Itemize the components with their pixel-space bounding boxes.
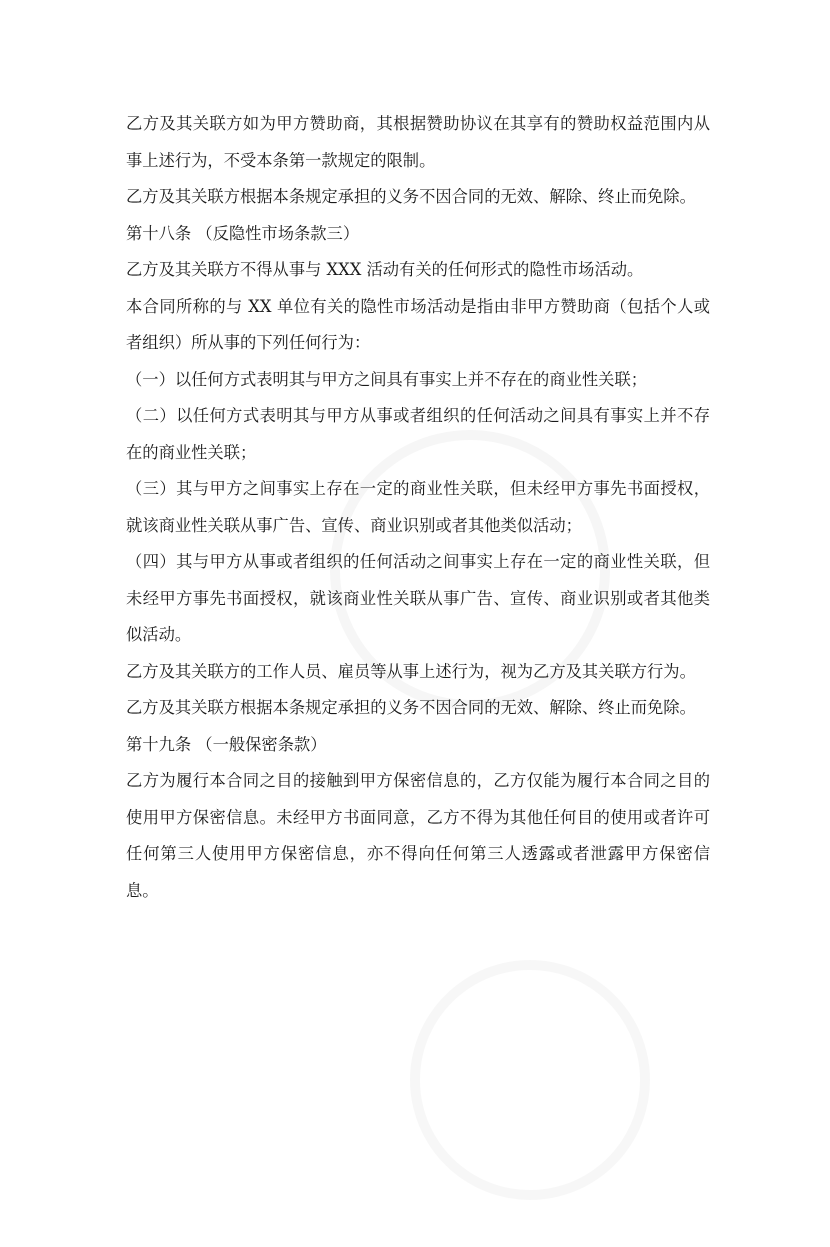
paragraph: 乙方为履行本合同之目的接触到甲方保密信息的，乙方仅能为履行本合同之目的使用甲方保密信息。未经甲方书面同意，乙方不得为其他任何目的使用或者许可任何第三人使用甲方保密信息，亦不得向任何第三人透露或者泄露甲方保密信息。: [126, 771, 710, 900]
list-item: （一）以任何方式表明其与甲方之间具有事实上并不存在的商业性关联；: [126, 369, 648, 389]
paragraph: 乙方及其关联方不得从事与 XXX 活动有关的任何形式的隐性市场活动。: [126, 260, 644, 279]
list-item: （四）其与甲方从事或者组织的任何活动之间事实上存在一定的商业性关联，但未经甲方事先书面授权，就该商业性关联从事广告、宣传、商业识别或者其他类似活动。: [126, 552, 710, 644]
paragraph: 本合同所称的与 XX 单位有关的隐性市场活动是指由非甲方赞助商（包括个人或者组织）所从事的下列任何行为：: [126, 296, 710, 352]
document-body: [126, 106, 710, 909]
watermark: [363, 913, 697, 1247]
paragraph: 乙方及其关联方根据本条规定承担的义务不因合同的无效、解除、终止而免除。: [126, 187, 696, 206]
list-item: （二）以任何方式表明其与甲方从事或者组织的任何活动之间具有事实上并不存在的商业性关联；: [126, 406, 710, 462]
article-heading: 第十八条 （反隐性市场条款三）: [126, 223, 360, 243]
list-item: （三）其与甲方之间事实上存在一定的商业性关联，但未经甲方事先书面授权，就该商业性关联从事广告、宣传、商业识别或者其他类似活动；: [126, 479, 710, 535]
paragraph: 乙方及其关联方如为甲方赞助商，其根据赞助协议在其享有的赞助权益范围内从事上述行为，不受本条第一款规定的限制。: [126, 114, 710, 170]
article-heading: 第十九条 （一般保密条款）: [126, 734, 327, 754]
paragraph: 乙方及其关联方根据本条规定承担的义务不因合同的无效、解除、终止而免除。: [126, 698, 696, 717]
paragraph: 乙方及其关联方的工作人员、雇员等从事上述行为，视为乙方及其关联方行为。: [126, 661, 696, 681]
